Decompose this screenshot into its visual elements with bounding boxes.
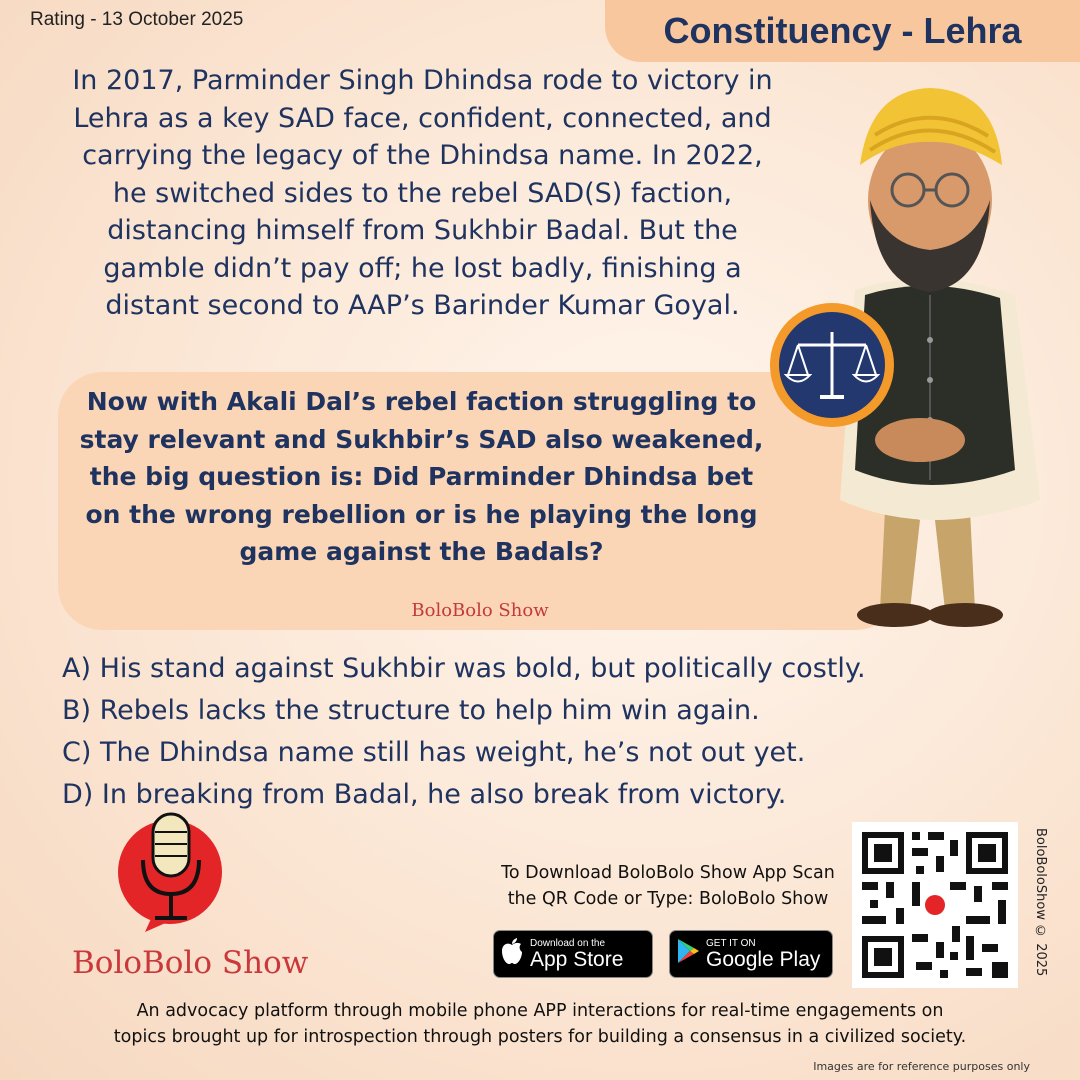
brand-logo-text: BoloBolo Show (72, 945, 309, 981)
intro-line: distant second to AAP’s Barinder Kumar Goyal. (105, 290, 740, 321)
google-play-button[interactable] (669, 930, 833, 978)
app-store-button[interactable] (493, 930, 653, 978)
question-line: Now with Akali Dal’s rebel faction struggling to (86, 387, 757, 416)
google-play-label: Google Play (706, 947, 821, 971)
download-instructions (480, 860, 856, 912)
question-line: game against the Badals? (239, 537, 604, 566)
scales-icon (770, 303, 894, 427)
bubble-brand-watermark: BoloBolo Show (411, 600, 549, 621)
tagline-line: topics brought up for introspection through posters for building a consensus in a civilized society. (113, 1027, 967, 1047)
option-b[interactable]: B) Rebels lacks the structure to help him win again. (62, 695, 760, 726)
tagline-line: An advocacy platform through mobile phone APP interactions for real-time engagements on (136, 1001, 944, 1021)
apple-icon (494, 937, 530, 971)
question-text (74, 383, 769, 571)
app-store-small-label: Download on the (530, 937, 606, 949)
intro-line: gamble didn’t pay off; he lost badly, finishing a (103, 252, 742, 284)
download-line: the QR Code or Type: BoloBolo Show (507, 889, 829, 909)
app-store-label: App Store (530, 947, 624, 971)
question-line: on the wrong rebellion or is he playing the long (85, 499, 758, 529)
option-c[interactable]: C) The Dhindsa name still has weight, he’s not out yet. (62, 737, 806, 768)
qr-code[interactable] (852, 822, 1018, 988)
politician-illustration (760, 70, 1080, 630)
option-d[interactable]: D) In breaking from Badal, he also break from victory. (62, 779, 787, 810)
intro-paragraph (30, 62, 815, 325)
download-line: To Download BoloBolo Show App Scan (501, 863, 835, 883)
question-line: the big question is: Did Parminder Dhindsa bet (89, 462, 754, 491)
intro-line: Lehra as a key SAD face, confident, connected, and (73, 102, 772, 134)
google-play-icon (670, 938, 706, 970)
intro-line: carrying the legacy of the Dhindsa name. In 2022, (82, 140, 763, 171)
intro-line: he switched sides to the rebel SAD(S) faction, (112, 177, 733, 209)
rating-date: Rating - 13 October 2025 (30, 9, 244, 30)
intro-line: In 2017, Parminder Singh Dhindsa rode to victory in (72, 65, 773, 96)
disclaimer: Images are for reference purposes only (813, 1060, 1030, 1073)
constituency-tab (605, 0, 1080, 62)
question-line: stay relevant and Sukhbir’s SAD also weakened, (79, 424, 764, 454)
google-play-small-label: GET IT ON (706, 937, 756, 949)
intro-line: distancing himself from Sukhbir Badal. But the (107, 215, 738, 246)
constituency-title: Constituency - Lehra (663, 10, 1022, 51)
answer-options (62, 648, 1022, 816)
microphone-icon (115, 810, 235, 935)
option-a[interactable]: A) His stand against Sukhbir was bold, but politically costly. (62, 653, 866, 684)
copyright-notice: BoloBoloShow © 2025 (1033, 828, 1048, 977)
platform-tagline (10, 998, 1070, 1050)
